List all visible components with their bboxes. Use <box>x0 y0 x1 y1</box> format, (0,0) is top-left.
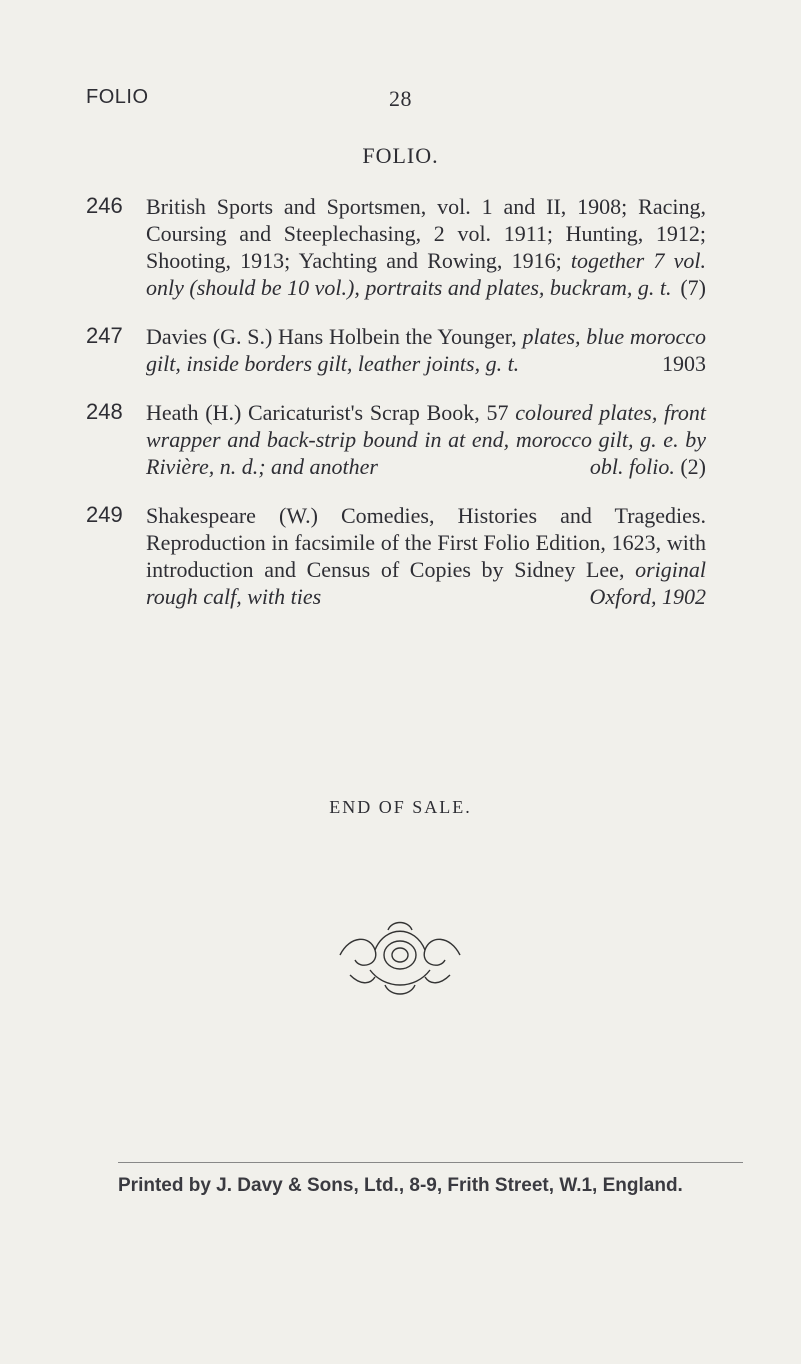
lot-entry-247 <box>86 323 706 377</box>
lot-binding: original rough calf, with ties <box>146 557 706 609</box>
lot-imprint: Oxford, 1902 <box>589 584 706 609</box>
lot-quantity <box>590 453 706 480</box>
page-number: 28 <box>389 86 412 111</box>
lot-quantity: (7) <box>680 275 706 300</box>
lot-entry-249 <box>86 502 706 610</box>
lot-date: 1903 <box>662 351 706 376</box>
lot-number: 248 <box>86 399 123 424</box>
lot-title: British Sports and Sportsmen, vol. 1 and II, 1908; Racing, Coursing and Steeplechasing, 2 vol. 1911; Hunting, 1912; Shooting, 1913; Yachting and Rowing, 1916; <box>146 194 706 273</box>
lot-title: Heath (H.) Caricaturist's Scrap Book, 57 <box>146 400 509 425</box>
lot-list <box>86 193 706 632</box>
lot-title: Davies (G. S.) Hans Holbein the Younger, <box>146 324 517 349</box>
lot-title: Shakespeare (W.) Comedies, Histories and Tragedies. Reproduction in facsimile of the First Folio Edition, 1623, with introduction and Census of Copies by Sidney Lee, <box>146 503 706 582</box>
lot-entry-248 <box>86 399 706 480</box>
lot-description <box>146 502 706 610</box>
running-head-folio: FOLIO <box>86 86 149 108</box>
printer-imprint: Printed by J. Davy & Sons, Ltd., 8-9, Frith Street, W.1, England. <box>118 1175 683 1196</box>
lot-binding: together 7 vol. only (should be 10 vol.), portraits and plates, buckram, g. t. <box>146 248 707 300</box>
lot-number: 249 <box>86 502 123 527</box>
lot-number: 246 <box>86 193 123 218</box>
floral-ornament-icon <box>330 915 470 1000</box>
lot-number: 247 <box>86 323 123 348</box>
lot-binding: plates, blue morocco gilt, inside borders gilt, leather joints, g. t. <box>146 324 707 376</box>
lot-binding: coloured plates, front wrapper and back-strip bound in at end, morocco gilt, g. e. by Rivière, n. d.; and another <box>146 400 706 479</box>
footer-rule <box>118 1162 743 1163</box>
lot-count: (2) <box>680 454 706 479</box>
lot-description <box>146 193 706 301</box>
lot-description <box>146 323 706 377</box>
lot-entry-246 <box>86 193 706 301</box>
section-title: FOLIO. <box>362 143 439 168</box>
lot-format: obl. folio. <box>589 454 675 479</box>
end-of-sale: END OF SALE. <box>329 797 472 817</box>
lot-description <box>146 399 706 480</box>
